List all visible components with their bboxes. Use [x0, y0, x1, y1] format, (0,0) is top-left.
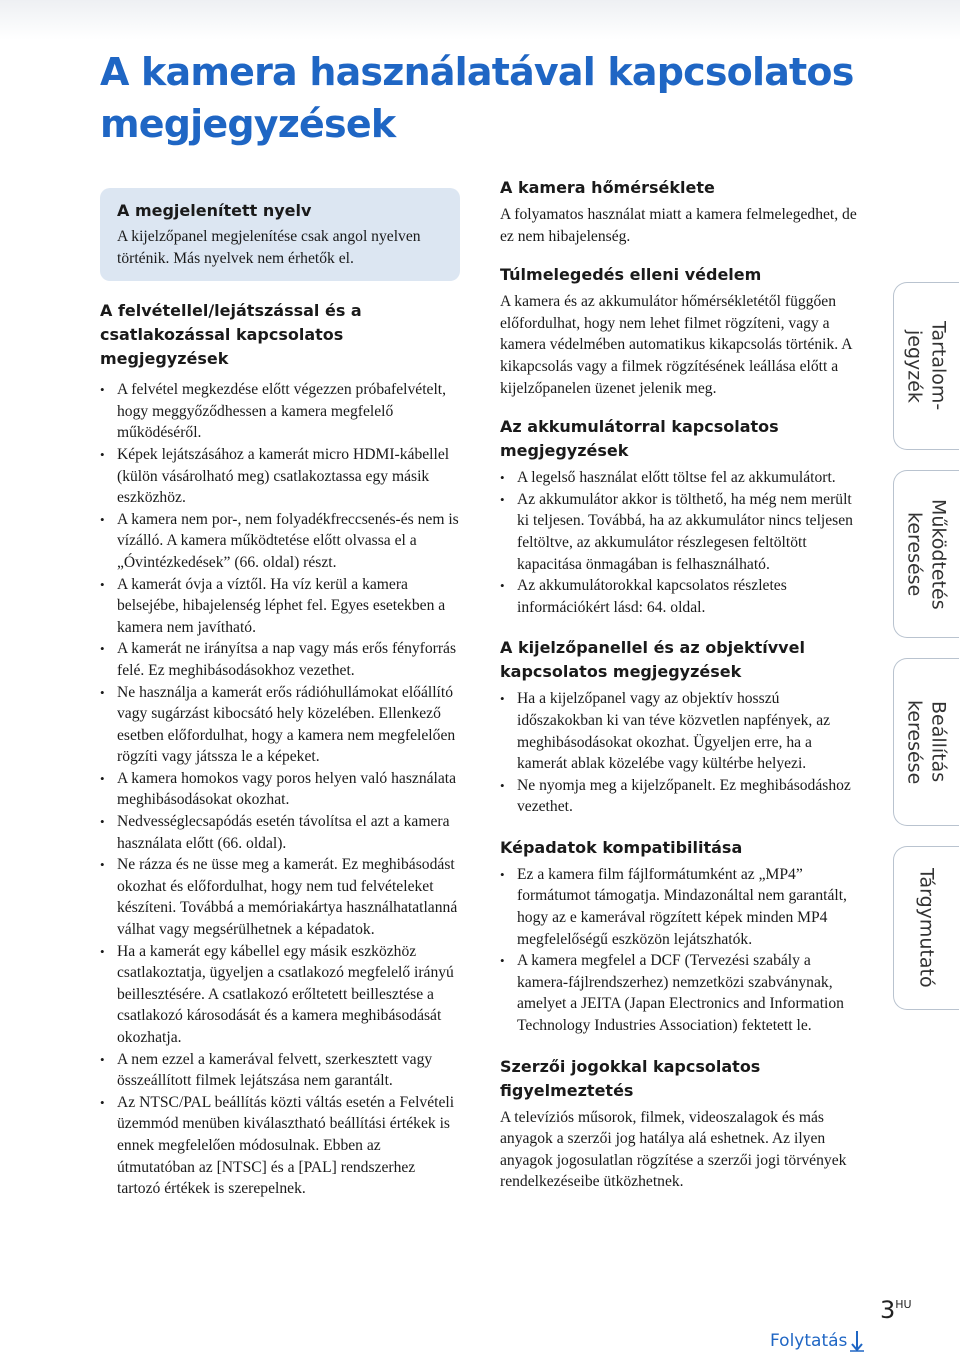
list-item: • Nedvességlecsapódás esetén távolítsa el azt a kamera használata előtt (66. oldal). — [100, 811, 460, 854]
tab-contents[interactable] — [893, 282, 959, 450]
list-item: • A nem ezzel a kamerával felvett, szerkesztett vagy összeállított filmek lejátszása nem garantált. — [100, 1049, 460, 1092]
lens-heading: A kijelzőpanellel és az objektívvel kapcsolatos megjegyzések — [500, 638, 805, 682]
page-title: A kamera használatával kapcsolatos megjegyzések — [100, 50, 854, 146]
right-column — [500, 176, 860, 1209]
language-info-box — [100, 188, 460, 281]
compatibility-notes-list — [500, 864, 860, 1037]
language-box-heading: A megjelenített nyelv — [117, 201, 312, 220]
tab-settings-search-label: Beállítás keresése — [903, 699, 950, 785]
arrow-down-icon — [850, 1330, 864, 1352]
overheat-text: A kamera és az akkumulátor hőmérsékletétől függően előfordulhat, hogy nem lehet filmet rögzíteni, vagy a kamera védelmében automatikus kikapcsolás történik. A kikapcsolás vagy a filmek rögzítésének leállása előtt a kijelzőpanelen üzenet jelenik meg. — [500, 293, 852, 397]
battery-notes-list — [500, 467, 860, 618]
continue-link[interactable] — [770, 1330, 864, 1352]
list-item: • Ne használja a kamerát erős rádióhullámokat előállító vagy sugárzást kibocsátó hely közelében. Ellenkező esetben előfordulhat, hogy a kamera nem megfelelően rögzíti vagy játssza le a képeket. — [100, 682, 460, 768]
tab-settings-search[interactable] — [893, 658, 959, 826]
page-number — [880, 1296, 912, 1324]
page-language: HU — [895, 1298, 912, 1311]
language-box-text: A kijelzőpanel megjelenítése csak angol nyelven történik. Más nyelvek nem érhetők el. — [117, 228, 421, 267]
page-number-value: 3 — [880, 1296, 896, 1324]
battery-heading: Az akkumulátorral kapcsolatos megjegyzések — [500, 417, 779, 461]
list-item: • Ne nyomja meg a kijelzőpanelt. Ez meghibásodáshoz vezethet. — [500, 775, 860, 818]
tab-contents-label: Tartalom- jegyzék — [903, 321, 950, 411]
temperature-heading: A kamera hőmérséklete — [500, 178, 715, 197]
recording-notes-list — [100, 379, 460, 1200]
copyright-text: A televíziós műsorok, filmek, videoszalagok és más anyagok a szerzői jog hatálya alá eshetnek. Az ilyen anyagok jogosulatlan rögzítése a szerzői jogi törvények rendelkezéseibe ütközhetnek. — [500, 1108, 847, 1191]
top-band — [0, 0, 960, 40]
list-item: • A legelső használat előtt töltse fel az akkumulátort. — [500, 467, 860, 489]
temperature-text: A folyamatos használat miatt a kamera felmelegedhet, de ez nem hibajelenség. — [500, 206, 857, 245]
list-item: • Ne rázza és ne üsse meg a kamerát. Ez meghibásodást okozhat és előfordulhat, hogy nem tud felvételeket készíteni. Továbbá a memóriakártya használhatatlanná válhat vagy megsérülhetnek a képadatok. — [100, 854, 460, 940]
left-column — [100, 188, 460, 1218]
list-item: • Ha a kamerát egy kábellel egy másik eszközhöz csatlakoztatja, ügyeljen a csatlakozó megfelelő irányú beillesztésére. A csatlakozó erőltetett beillesztése a csatlakozó károsodását és a kamera meghibásodását okozhatja. — [100, 941, 460, 1049]
list-item: • A kamera nem por-, nem folyadékfreccsenés-és nem is vízálló. A kamera működtetése előtt olvassa el a „Óvintézkedések” (66. oldal) részt. — [100, 509, 460, 574]
copyright-heading: Szerzői jogokkal kapcsolatos figyelmeztetés — [500, 1056, 761, 1100]
continue-label: Folytatás — [770, 1331, 848, 1351]
list-item: • Az akkumulátor akkor is tölthető, ha még nem merült ki teljesen. Továbbá, ha az akkumulátor nincs teljesen feltöltve, az akkumulátor részlegesen feltöltött kapacitása önmagában is felhasználható. — [500, 489, 860, 575]
overheat-heading: Túlmelegedés elleni védelem — [500, 265, 762, 285]
list-item: • Ez a kamera film fájlformátumként az „MP4” formátumot támogatja. Mindazonáltal nem garantált, hogy az e kamerával rögzített képek minden MP4 megfelelőségű eszközön lejátszhatók. — [500, 864, 860, 950]
list-item: • A kamera homokos vagy poros helyen való használata meghibásodásokat okozhat. — [100, 768, 460, 811]
list-item: • A kamerát ne irányítsa a nap vagy más erős fényforrás felé. Ez meghibásodásokhoz vezethet. — [100, 638, 460, 681]
tab-index-label: Tárgymutató — [915, 868, 938, 988]
list-item: • A kamera megfelel a DCF (Tervezési szabály a kamera-fájlrendszerhez) nemzetközi szabványnak, amelyet a JEITA (Japan Electronics and Information Technology Industries Association) fektetett le. — [500, 950, 860, 1036]
list-item: • Képek lejátszásához a kamerát micro HDMI-kábellel (külön vásárolható meg) csatlakoztassa egy másik eszközhöz. — [100, 444, 460, 509]
compatibility-heading: Képadatok kompatibilitása — [500, 837, 743, 857]
recording-section-heading: A felvétellel/lejátszással és a csatlakozással kapcsolatos megjegyzések — [100, 301, 362, 369]
list-item: • Az akkumulátorokkal kapcsolatos részletes információkért lásd: 64. oldal. — [500, 575, 860, 618]
list-item: • A felvétel megkezdése előtt végezzen próbafelvételt, hogy meggyőződhessen a kamera megfelelő működéséről. — [100, 379, 460, 444]
list-item: • Az NTSC/PAL beállítás közti váltás esetén a Felvételi üzemmód menüben kiválasztható beállítási értékek is ennek megfelelően módosulnak. Ebben az útmutatóban az [NTSC] és a [PAL] rendszerhez tartozó értékek is szerepelnek. — [100, 1092, 460, 1200]
tab-index[interactable] — [893, 846, 959, 1010]
list-item: • Ha a kijelzőpanel vagy az objektív hosszú időszakokban ki van téve közvetlen napfények, az meghibásodásokat okozhat. Ügyeljen erre, ha a kamerát ablak közelébe vagy kültérbe helyezi. — [500, 688, 860, 774]
list-item: • A kamerát óvja a víztől. Ha víz kerül a kamera belsejébe, hibajelenség léphet fel. Egyes esetekben a kamera nem javítható. — [100, 574, 460, 639]
lens-notes-list — [500, 688, 860, 818]
tab-operation-search-label: Működtetés keresése — [903, 498, 950, 610]
tab-operation-search[interactable] — [893, 470, 959, 638]
